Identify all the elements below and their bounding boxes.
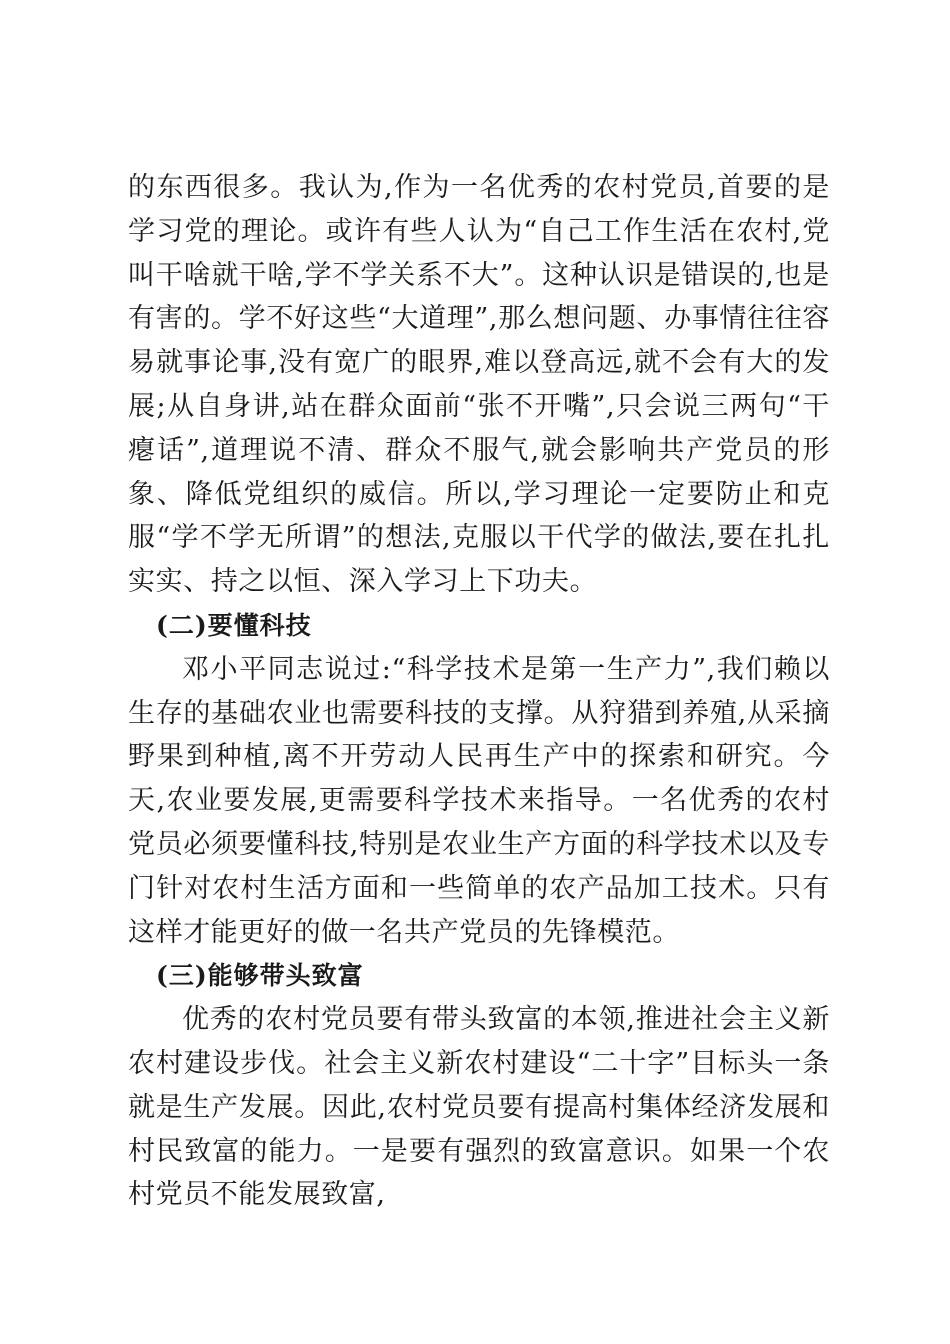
section-heading-technology: (二)要懂科技 — [156, 610, 312, 640]
paragraph-technology: 邓小平同志说过:“科学技术是第一生产力”,我们赖以生存的基础农业也需要科技的支撑。从狩猎到养殖,从采摘野果到种植,离不开劳动人民再生产中的探索和研究。今天,农业要发展,更需要科学技术来指导。一名优秀的农村党员必须要懂科技,特别是农业生产方面的科学技术以及专门针对农村生活方面和一些简单的农产品加工技术。只有这样才能更好的做一名共产党员的先锋模范。 — [128, 653, 830, 948]
document-body — [128, 166, 830, 1217]
paragraph-prosperity: 优秀的农村党员要有带头致富的本领,推进社会主义新农村建设步伐。社会主义新农村建设“二十字”目标头一条就是生产发展。因此,农村党员要有提高村集体经济发展和村民致富的能力。一是要有强烈的致富意识。如果一个农村党员不能发展致富, — [128, 1004, 830, 1211]
paragraph-theory-study: 的东西很多。我认为,作为一名优秀的农村党员,首要的是学习党的理论。或许有些人认为“自己工作生活在农村,党叫干啥就干啥,学不学关系不大”。这种认识是错误的,也是有害的。学不好这些“大道理”,那么想问题、办事情往往容易就事论事,没有宽广的眼界,难以登高远,就不会有大的发展;从自身讲,站在群众面前“张不开嘴”,只会说三两句“干瘪话”,道理说不清、群众不服气,就会影响共产党员的形象、降低党组织的威信。所以,学习理论一定要防止和克服“学不学无所谓”的想法,克服以干代学的做法,要在扎扎实实、持之以恒、深入学习上下功夫。 — [128, 172, 830, 598]
section-heading-prosperity: (三)能够带头致富 — [156, 961, 364, 991]
